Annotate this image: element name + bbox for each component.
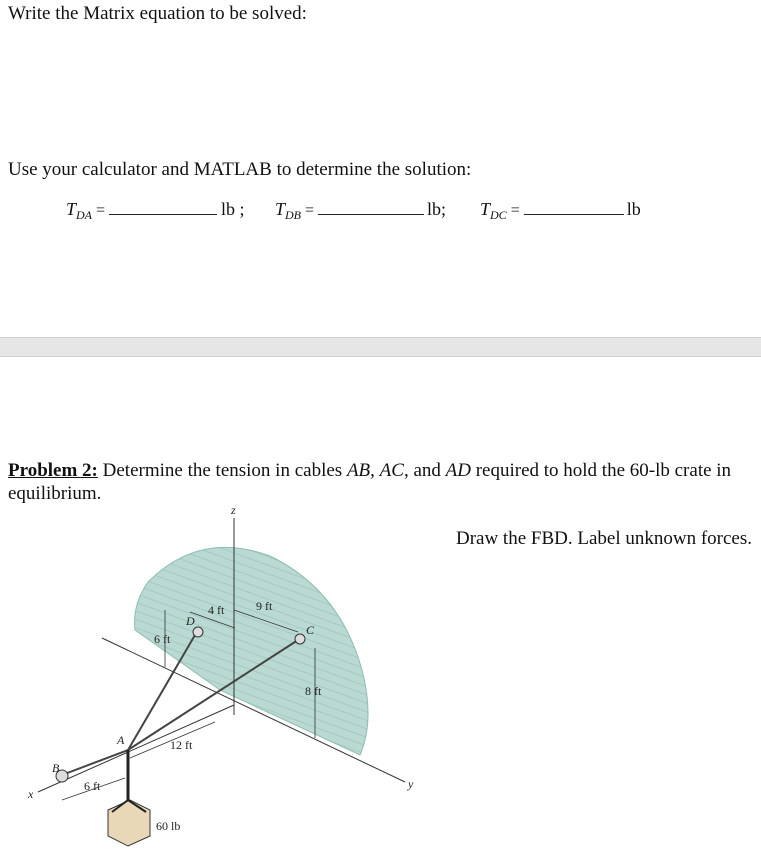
equals-sign: =	[96, 202, 106, 219]
tension-symbol: T	[66, 199, 77, 219]
problem-text: required to hold the 60-lb crate in equilibrium.	[8, 460, 732, 504]
problem-text: ,	[370, 460, 380, 481]
anchor-c	[295, 634, 305, 644]
point-b-label: B	[52, 761, 60, 775]
answer-tdb	[275, 198, 446, 220]
tension-subscript: DA	[76, 208, 93, 222]
problem-text: Determine the tension in cables	[97, 460, 347, 481]
problem-2-statement	[8, 459, 753, 505]
answer-tdc	[480, 198, 641, 220]
point-c-label: C	[306, 623, 315, 637]
dim-6ft-bottom-label: 6 ft	[84, 779, 101, 793]
unit-label: lb ;	[221, 199, 245, 219]
cable-ad: AD	[445, 460, 471, 481]
unit-label: lb	[626, 199, 641, 219]
tension-symbol: T	[275, 199, 286, 219]
equilibrium-figure	[20, 500, 414, 855]
anchor-d	[193, 627, 203, 637]
tension-subscript: DB	[285, 208, 302, 222]
cable-ab-line	[62, 750, 128, 775]
answer-tda	[66, 198, 245, 220]
y-axis-label: y	[408, 777, 414, 791]
z-axis-label: z	[231, 503, 236, 517]
cable-ab: AB	[346, 460, 371, 481]
equals-sign: =	[510, 202, 520, 219]
cable-ad-line	[128, 635, 195, 750]
problem-text: , and	[403, 460, 446, 481]
dim-8ft-label: 8 ft	[305, 684, 322, 698]
problem-2-label: Problem 2:	[8, 460, 98, 481]
dim-6ft-top-label: 6 ft	[154, 632, 171, 646]
answer-blank-tdb[interactable]	[318, 198, 424, 215]
matrix-equation-heading: Write the Matrix equation to be solved:	[8, 3, 307, 24]
unit-label: lb;	[427, 199, 447, 219]
weight-label: 60 lb	[156, 819, 181, 833]
answer-blank-tdc[interactable]	[524, 198, 624, 215]
equals-sign: =	[305, 202, 315, 219]
solution-heading: Use your calculator and MATLAB to determine the solution:	[8, 159, 472, 180]
dim-4ft-label: 4 ft	[208, 603, 225, 617]
section-divider	[0, 337, 761, 357]
tension-subscript: DC	[490, 208, 507, 222]
x-axis-label: x	[28, 787, 34, 801]
point-d-label: D	[186, 614, 195, 628]
dim-9ft-label: 9 ft	[256, 599, 273, 613]
tension-symbol: T	[480, 199, 491, 219]
cable-ac: AC	[379, 460, 404, 481]
point-a-label: A	[117, 733, 125, 747]
dim-12ft-label: 12 ft	[170, 738, 193, 752]
crate	[108, 800, 150, 846]
answer-blank-tda[interactable]	[109, 198, 217, 215]
answer-line	[0, 198, 761, 224]
fbd-instruction: Draw the FBD. Label unknown forces.	[455, 528, 752, 549]
